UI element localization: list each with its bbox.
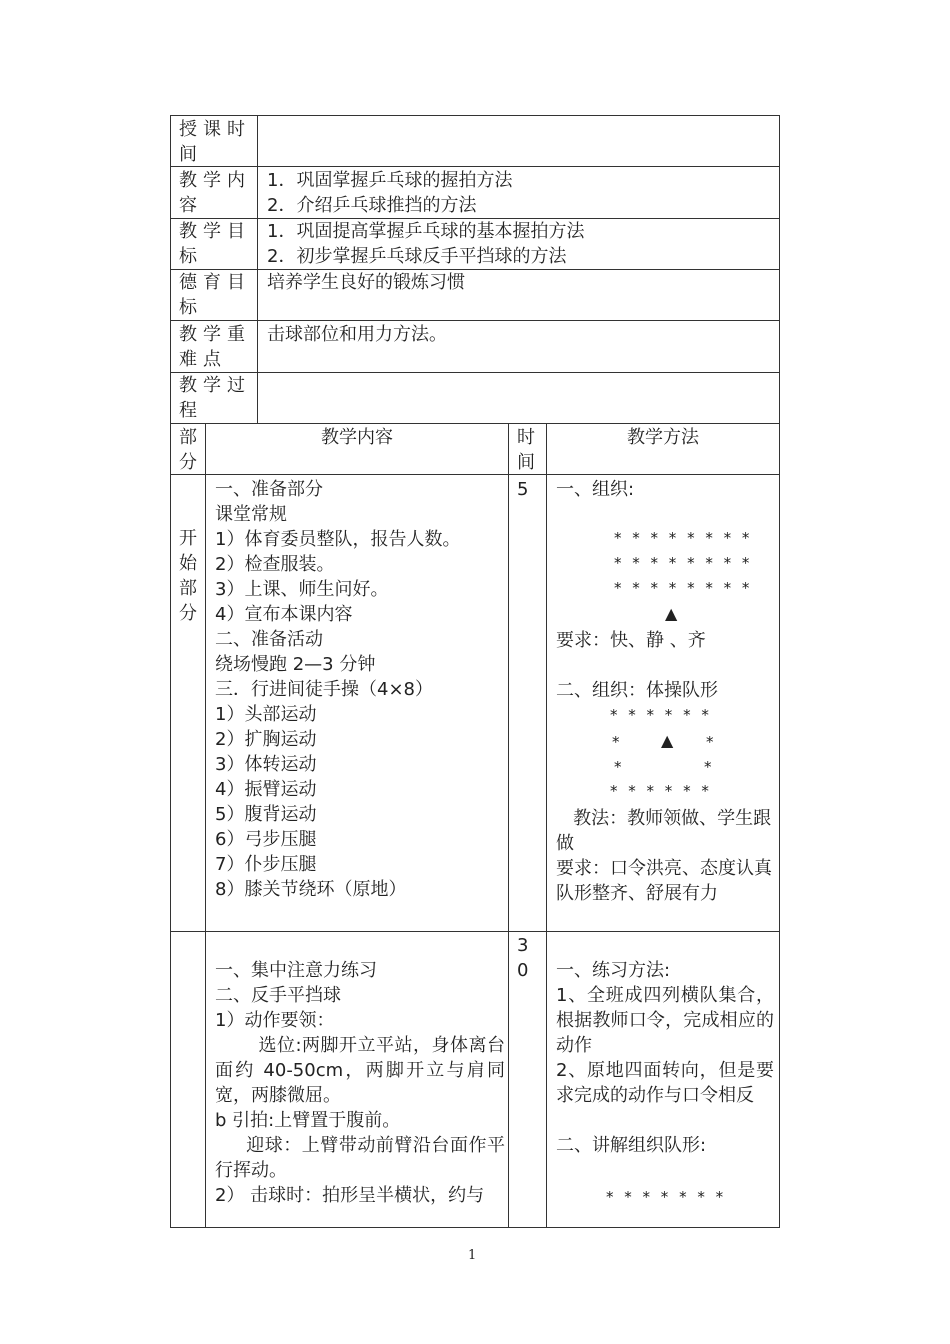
method-teaching-requirements: 教法：教师领做、学生跟做 要求：口令洪亮、态度认真 队形整齐、舒展有力	[556, 808, 772, 904]
column-header-method: 教学方法	[627, 427, 699, 448]
table-border-bottom	[170, 1227, 780, 1228]
section-main-content: 一、集中注意力练习 二、反手平挡球 1）动作要领： 选位:两脚开立平站，身体离台面约 40-50cm，两脚开立与肩同宽，两膝微屈。 b 引拍:上臂置于腹前。 迎球：上臂带动前臂沿台面作平行挥动。 2） 击球时：拍形呈半横状，约与	[215, 960, 505, 1206]
column-divider	[546, 423, 547, 1228]
row-divider	[170, 372, 780, 373]
value-key-difficulty: 击球部位和用力方法。	[267, 324, 447, 345]
row-divider	[170, 166, 780, 167]
gym-formation-left: *	[614, 758, 625, 776]
teacher-triangle-icon: ▲	[661, 731, 674, 750]
row-divider	[170, 474, 780, 475]
section-part-start: 开 始 部 分	[179, 528, 197, 624]
row-divider	[170, 423, 780, 424]
section-start-content: 一、准备部分 课堂常规 1）体育委员整队，报告人数。 2）检查服装。 3）上课、师生问好。 4）宣布本课内容 二、准备活动 绕场慢跑 2—3 分钟 三．行进间徒手操（4×8） 1）头部运动 2）扩胸运动 3）体转运动 4）振臂运动 5）腹背运动 6）弓步压腿 7）仆步压腿 8）膝关节绕环（原地）	[215, 479, 461, 900]
table-border-right	[779, 115, 780, 1228]
row-divider	[170, 320, 780, 321]
label-teaching-goal: 教学目 标	[179, 221, 251, 267]
row-divider	[170, 931, 780, 932]
section-main-time: 3 0	[517, 935, 529, 981]
label-class-time: 授课时 间	[179, 119, 251, 165]
column-header-content: 教学内容	[321, 427, 393, 448]
column-header-time: 时 间	[517, 427, 535, 473]
gym-formation-right: *	[706, 733, 717, 751]
formation-stars-row: * * * * * * * *	[614, 529, 753, 547]
formation-stars-row: * * * * * * * *	[614, 554, 753, 572]
gym-formation-top: * * * * * *	[610, 706, 712, 724]
page-number: 1	[468, 1248, 477, 1263]
label-teaching-content: 教学内 容	[179, 170, 251, 216]
value-teaching-goal: 1．巩固提高掌握乒乓球的基本握拍方法 2．初步掌握乒乓球反手平挡球的方法	[267, 221, 585, 267]
table-border-left	[170, 115, 171, 1228]
formation-stars-row: * * * * * * *	[606, 1188, 727, 1206]
method-organization-label: 一、组织:	[556, 479, 635, 500]
column-divider	[508, 423, 509, 1228]
gym-formation-left: *	[612, 733, 623, 751]
column-divider	[257, 115, 258, 424]
label-moral-goal: 德育目 标	[179, 272, 251, 318]
method-requirement-1: 要求：快、静 、齐	[556, 630, 706, 651]
table-border-top	[170, 115, 780, 116]
column-divider	[205, 423, 206, 1228]
method-organization-2: 二、组织：体操队形	[556, 680, 718, 701]
formation-stars-row: * * * * * * * *	[614, 579, 753, 597]
section-main-method: 一、练习方法: 1、全班成四列横队集合，根据教师口令，完成相应的动作 2、原地四面转向，但是要求完成的动作与口令相反 二、讲解组织队形:	[556, 960, 774, 1156]
value-teaching-content: 1．巩固掌握乒乓球的握拍方法 2．介绍乒乓球推挡的方法	[267, 170, 513, 216]
column-header-part: 部 分	[179, 427, 197, 473]
section-start-time: 5	[517, 479, 529, 500]
label-teaching-process: 教学过 程	[179, 375, 251, 421]
gym-formation-right: *	[704, 758, 715, 776]
teacher-triangle-icon: ▲	[665, 604, 678, 623]
label-key-difficulty: 教学重 难点	[179, 324, 251, 370]
value-moral-goal: 培养学生良好的锻炼习惯	[267, 272, 465, 293]
gym-formation-bottom: * * * * * *	[610, 782, 712, 800]
